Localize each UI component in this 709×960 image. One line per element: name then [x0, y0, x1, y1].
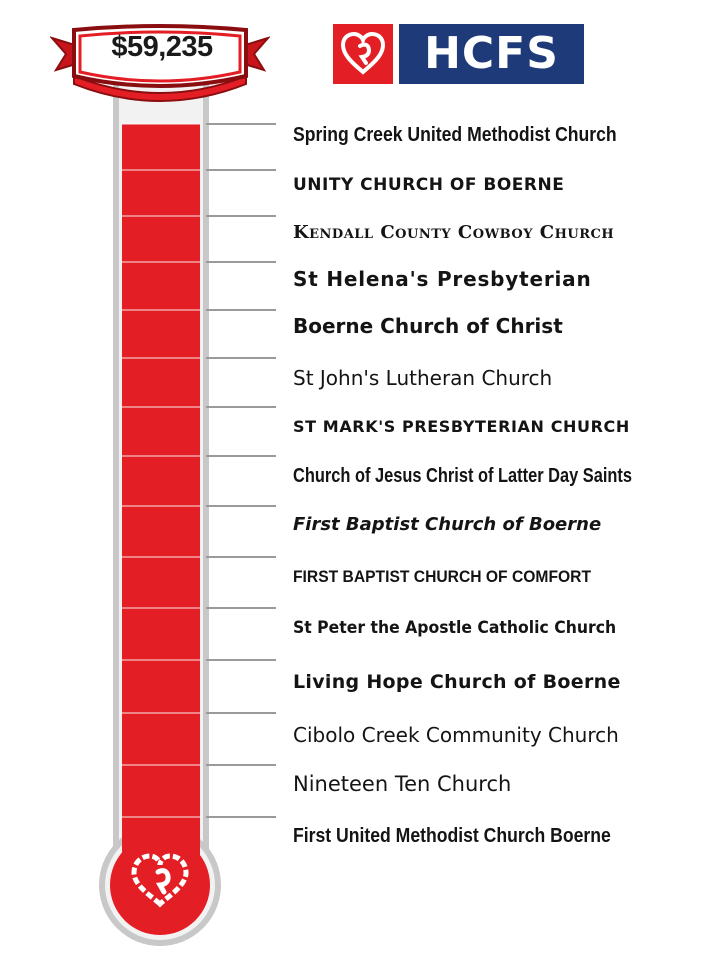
list-item: First Baptist Church of Boerne	[293, 514, 602, 535]
thermometer-bulb	[110, 835, 210, 935]
list-item: FIRST BAPTIST CHURCH OF COMFORT	[293, 567, 592, 586]
amount-value: $59,235	[111, 31, 213, 63]
list-item: St Peter the Apostle Catholic Church	[293, 618, 617, 638]
list-item: St Helena's Presbyterian	[293, 267, 592, 291]
list-item: Cibolo Creek Community Church	[293, 723, 619, 747]
list-item: Kendall County Cowboy Church	[293, 222, 615, 243]
list-item: St John's Lutheran Church	[293, 366, 553, 390]
list-item: ST MARK'S PRESBYTERIAN CHURCH	[293, 417, 630, 436]
heart-icon	[134, 856, 186, 904]
thermometer-fill	[122, 124, 200, 869]
hcfs-logo	[333, 24, 584, 84]
list-item: Nineteen Ten Church	[293, 772, 512, 796]
list-item: Spring Creek United Methodist Church	[293, 124, 617, 146]
list-item: First United Methodist Church Boerne	[293, 825, 611, 847]
heart-icon	[333, 24, 393, 84]
list-item: Living Hope Church of Boerne	[293, 671, 621, 693]
list-item: Church of Jesus Christ of Latter Day Saints	[293, 465, 633, 487]
list-item: Boerne Church of Christ	[293, 314, 563, 338]
list-item: UNITY CHURCH OF BOERNE	[293, 175, 565, 195]
logo-heart-tile	[333, 24, 393, 84]
logo-text: HCFS	[399, 24, 584, 84]
thermometer-bulb-outline	[102, 827, 218, 943]
leader-lines	[206, 124, 276, 817]
tube-dividers	[122, 124, 200, 817]
